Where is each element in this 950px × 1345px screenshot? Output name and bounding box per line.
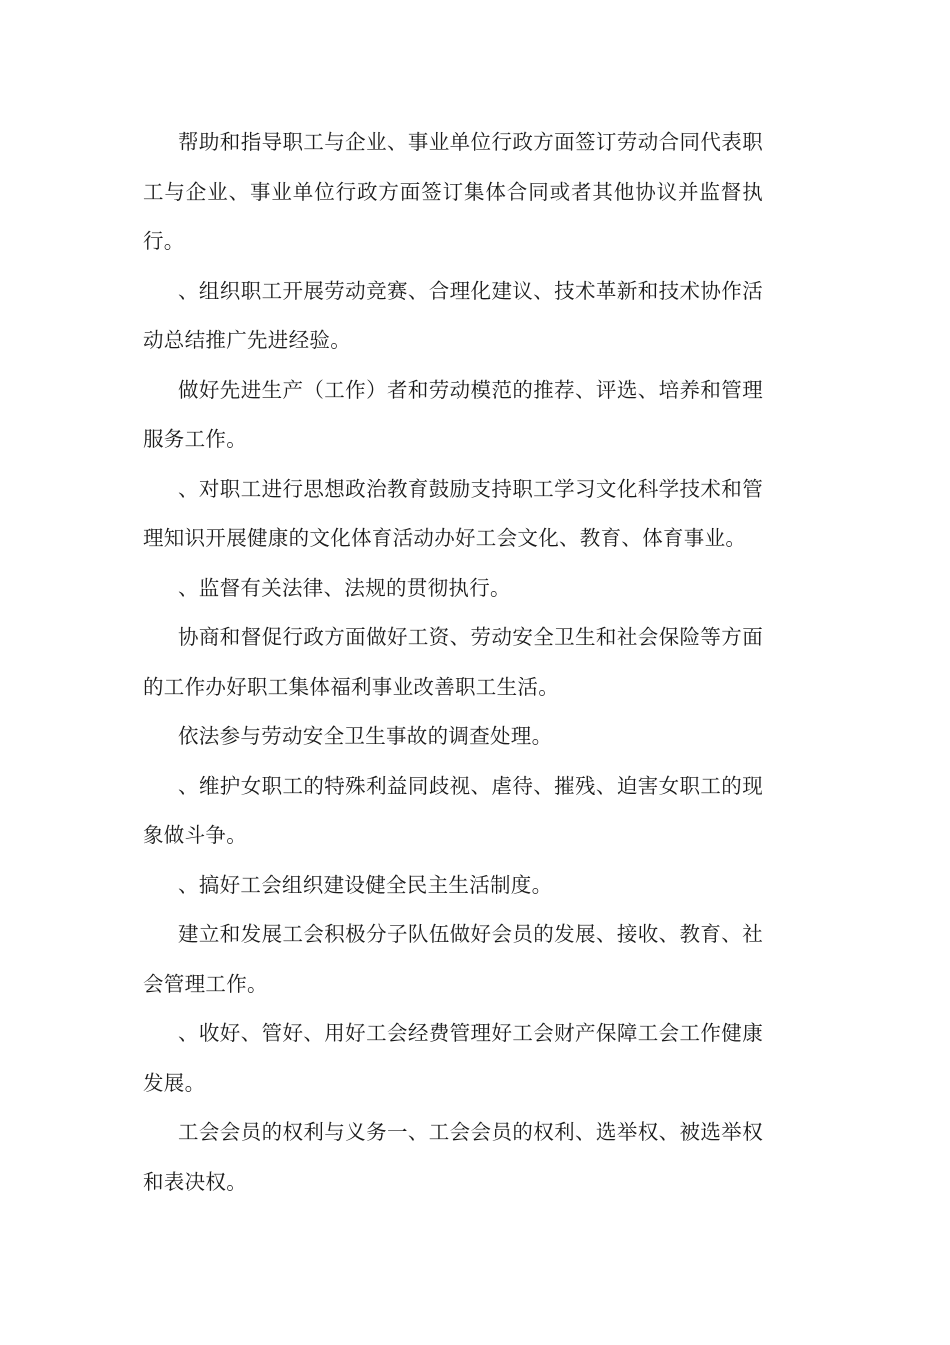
paragraph-10: 建立和发展工会积极分子队伍做好会员的发展、接收、教育、社会管理工作。 <box>143 922 763 996</box>
paragraph-7: 依法参与劳动安全卫生事故的调查处理。 <box>178 724 553 748</box>
paragraph-12: 工会会员的权利与义务一、工会会员的权利、选举权、被选举权和表决权。 <box>143 1120 763 1194</box>
paragraph-11: 、收好、管好、用好工会经费管理好工会财产保障工会工作健康发展。 <box>143 1021 763 1095</box>
paragraph-8: 、维护女职工的特殊利益同歧视、虐待、摧残、迫害女职工的现象做斗争。 <box>143 773 763 847</box>
paragraph-4: 、对职工进行思想政治教育鼓励支持职工学习文化科学技术和管理知识开展健康的文化体育活动办好工会文化、教育、体育事业。 <box>143 476 763 550</box>
paragraph-6: 协商和督促行政方面做好工资、劳动安全卫生和社会保险等方面的工作办好职工集体福利事业改善职工生活。 <box>143 625 763 699</box>
paragraph-3: 做好先进生产（工作）者和劳动模范的推荐、评选、培养和管理服务工作。 <box>143 377 763 451</box>
paragraph-2: 、组织职工开展劳动竞赛、合理化建议、技术革新和技术协作活动总结推广先进经验。 <box>143 278 763 352</box>
paragraph-5: 、监督有关法律、法规的贯彻执行。 <box>178 575 511 600</box>
paragraph-1: 帮助和指导职工与企业、事业单位行政方面签订劳动合同代表职工与企业、事业单位行政方面签订集体合同或者其他协议并监督执行。 <box>143 130 763 253</box>
document-body <box>143 118 763 1207</box>
paragraph-9: 、搞好工会组织建设健全民主生活制度。 <box>178 872 553 897</box>
